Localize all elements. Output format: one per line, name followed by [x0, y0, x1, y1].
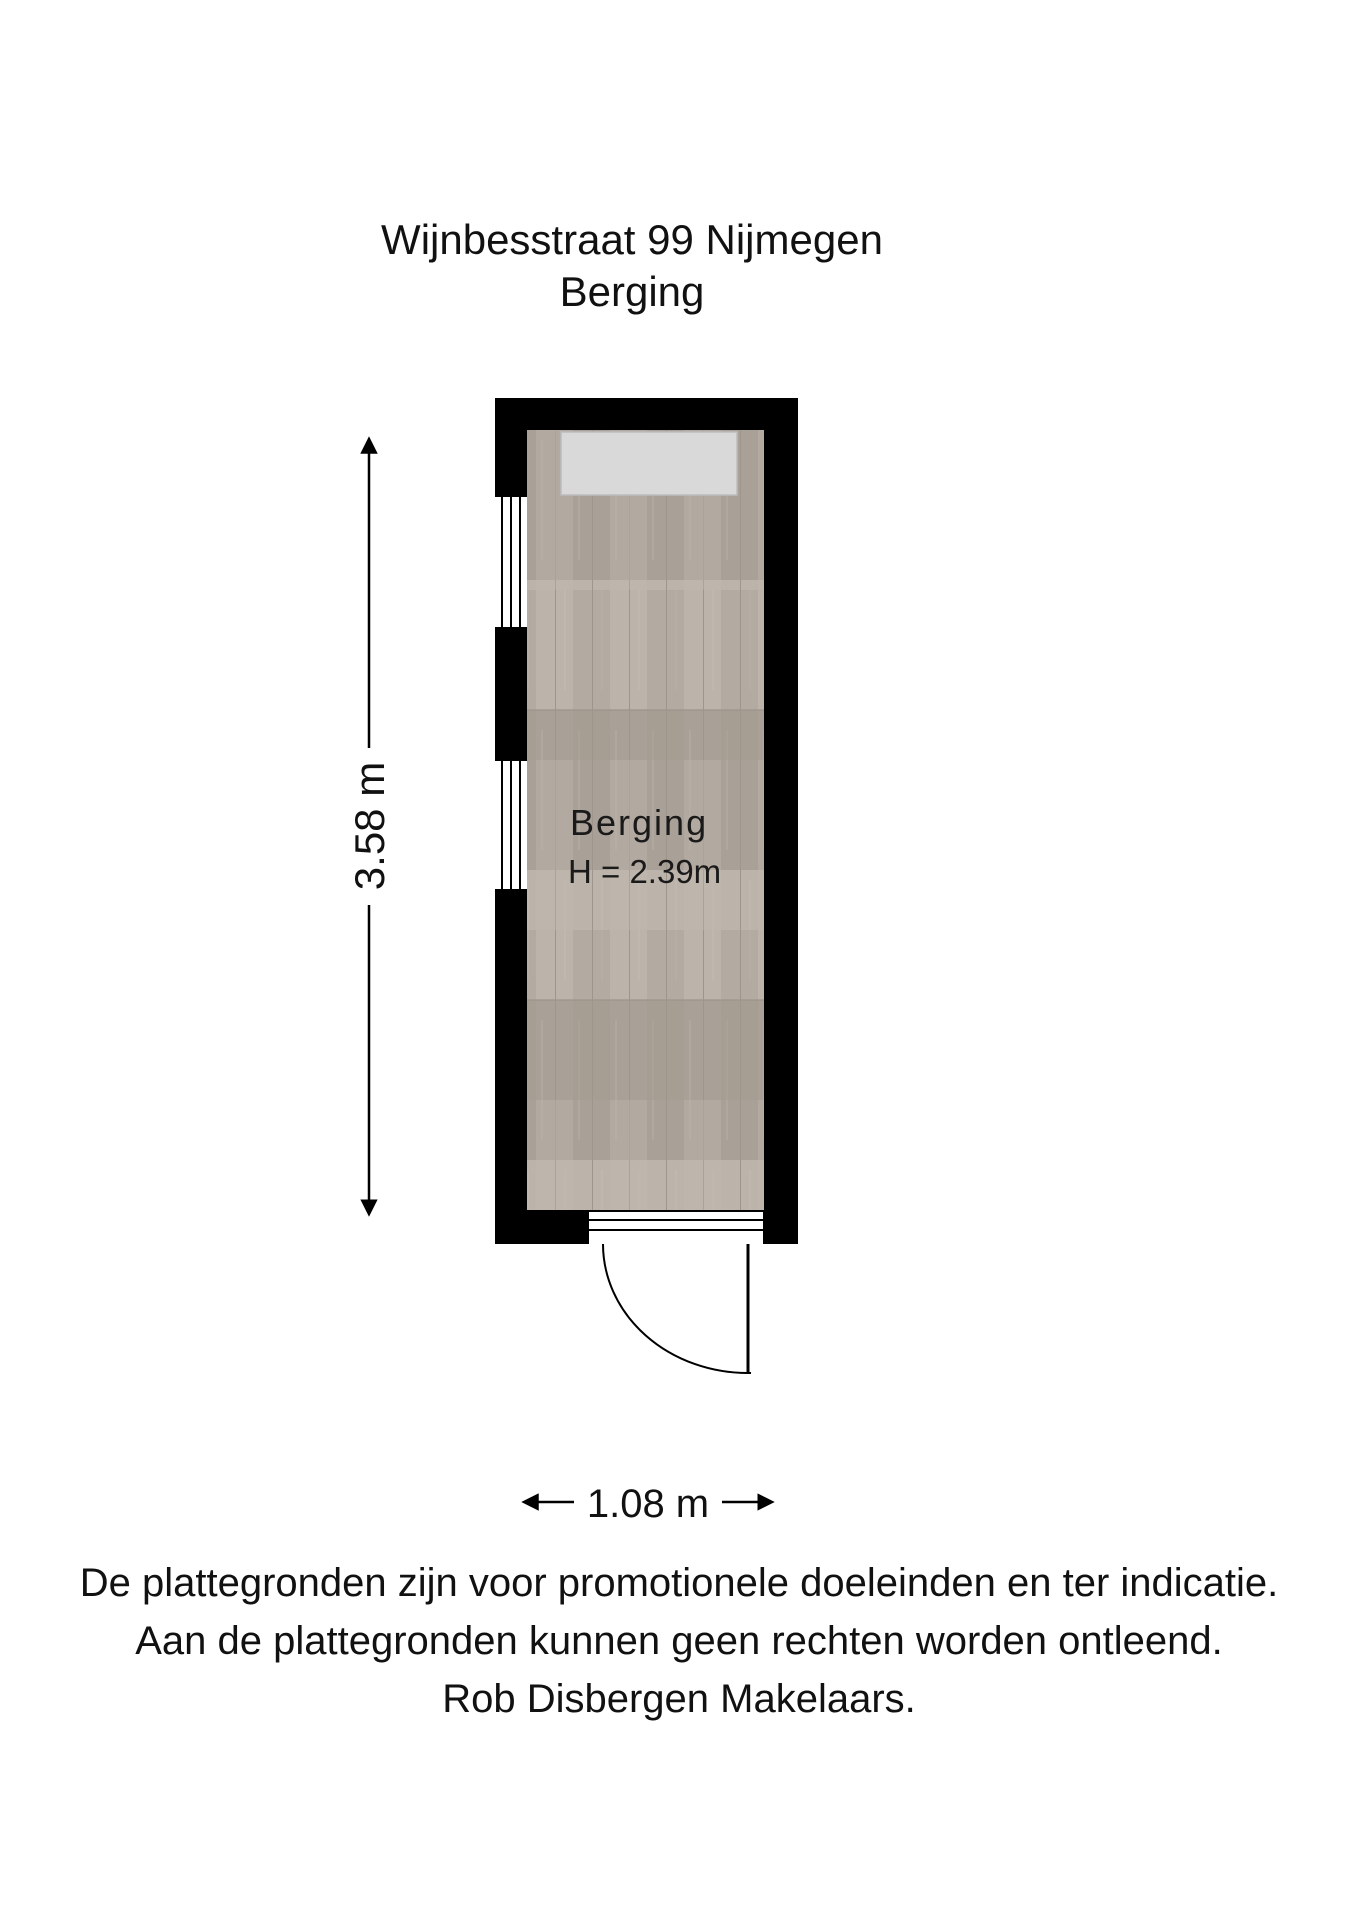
floor-title: Berging	[559, 268, 705, 315]
disclaimer-line-1: De plattegronden zijn voor promotionele doeleinden en ter indicatie.	[79, 1561, 1279, 1605]
address-title: Wijnbesstraat 99 Nijmegen	[381, 216, 883, 263]
disclaimer	[0, 1554, 1358, 1728]
disclaimer-line-2: Aan de plattegronden kunnen geen rechten worden ontleend.	[135, 1619, 1223, 1663]
length-dimension	[346, 445, 393, 1208]
room-name: Berging	[570, 802, 709, 843]
width-label: 1.08 m	[586, 1482, 710, 1526]
window-upper	[495, 496, 527, 628]
door	[588, 1211, 764, 1373]
length-label: 3.58 m	[346, 761, 393, 891]
room-height: H = 2.39m	[568, 853, 722, 890]
door-swing-arc	[603, 1244, 748, 1373]
disclaimer-line-3: Rob Disbergen Makelaars.	[442, 1677, 916, 1721]
width-dimension	[530, 1482, 766, 1526]
fixture-cabinet	[561, 432, 737, 495]
window-lower	[495, 760, 527, 890]
